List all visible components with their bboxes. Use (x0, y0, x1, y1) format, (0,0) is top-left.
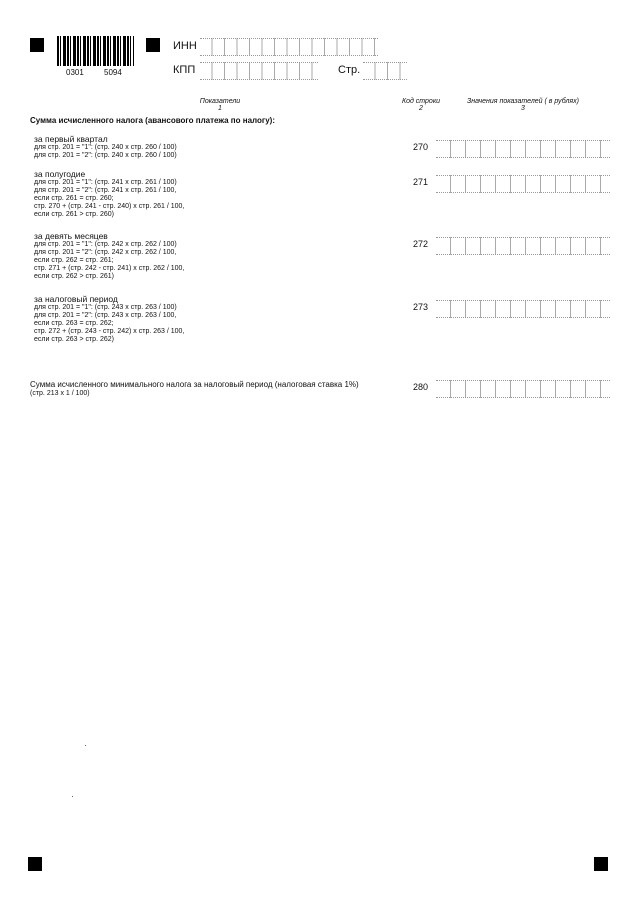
line-code-271: 271 (413, 177, 429, 187)
formula-line: для стр. 201 = "2": (стр. 243 х стр. 263 / 100, (34, 312, 177, 319)
column-header-line-code-number: 2 (419, 105, 423, 112)
row-title: за девять месяцев (34, 231, 108, 241)
column-header-values-label: Значения показателей ( в рублях) (466, 98, 580, 105)
row-title: за первый квартал (34, 134, 108, 144)
value-field-272[interactable] (436, 237, 610, 255)
line-code-270: 270 (413, 142, 429, 152)
line-code-273: 273 (413, 302, 429, 312)
min-tax-row (30, 380, 359, 398)
min-tax-title: Сумма исчисленного минимального налога за налоговый период (налоговая ставка 1%) (30, 380, 359, 389)
value-field-273[interactable] (436, 300, 610, 318)
line-code-272: 272 (413, 239, 429, 249)
row-title: за налоговый период (34, 294, 118, 304)
value-field-271[interactable] (436, 175, 610, 193)
min-tax-formula: (стр. 213 х 1 / 100) (30, 390, 90, 397)
row-271 (34, 169, 184, 219)
line-code-280: 280 (413, 382, 429, 392)
barcode (57, 36, 134, 66)
row-272 (34, 231, 184, 281)
formula-line: если стр. 261 = стр. 260; (34, 195, 114, 202)
column-header-line-code (396, 98, 446, 112)
formula-line: для стр. 201 = "2": (стр. 240 х стр. 260 / 100) (34, 152, 177, 159)
formula-line: для стр. 201 = "1": (стр. 242 х стр. 262 / 100) (34, 241, 177, 248)
column-header-values-number: 3 (521, 105, 525, 112)
scan-speck (85, 745, 86, 746)
section-title: Сумма исчисленного налога (авансового платежа по налогу): (30, 116, 275, 125)
corner-marker-top-mid (146, 38, 160, 52)
column-header-indicators (180, 98, 260, 112)
column-header-values (448, 98, 598, 112)
scan-speck (72, 796, 73, 797)
row-270 (34, 134, 177, 160)
inn-label: ИНН (173, 40, 197, 52)
value-field-280[interactable] (436, 380, 610, 398)
inn-field[interactable] (200, 38, 378, 56)
formula-line: стр. 270 + (стр. 241 - стр. 240) х стр. 261 / 100, (34, 203, 185, 210)
formula-line: если стр. 262 > стр. 261) (34, 273, 114, 280)
formula-line: для стр. 201 = "2": (стр. 242 х стр. 262 / 100, (34, 249, 177, 256)
corner-marker-top-left (30, 38, 44, 52)
formula-line: если стр. 263 > стр. 262) (34, 336, 114, 343)
row-273 (34, 294, 184, 344)
kpp-label: КПП (173, 64, 196, 76)
corner-marker-bottom-right (594, 857, 608, 871)
value-field-270[interactable] (436, 140, 610, 158)
column-header-indicators-number: 1 (218, 105, 222, 112)
formula-line: для стр. 201 = "1": (стр. 243 х стр. 263 / 100) (34, 304, 177, 311)
column-header-indicators-label: Показатели (199, 98, 241, 105)
row-title: за полугодие (34, 169, 86, 179)
formula-line: если стр. 261 > стр. 260) (34, 211, 114, 218)
page-number-field[interactable] (363, 62, 407, 80)
barcode-number-1: 0301 (66, 68, 84, 77)
barcode-number-2: 5094 (104, 68, 122, 77)
formula-line: стр. 271 + (стр. 242 - стр. 241) х стр. 262 / 100, (34, 265, 185, 272)
formula-line: для стр. 201 = "1": (стр. 241 х стр. 261 / 100) (34, 179, 177, 186)
formula-line: стр. 272 + (стр. 243 - стр. 242) х стр. 263 / 100, (34, 328, 185, 335)
formula-line: для стр. 201 = "2": (стр. 241 х стр. 261 / 100, (34, 187, 177, 194)
corner-marker-bottom-left (28, 857, 42, 871)
formula-line: если стр. 262 = стр. 261; (34, 257, 114, 264)
kpp-field[interactable] (200, 62, 318, 80)
formula-line: для стр. 201 = "1": (стр. 240 х стр. 260 / 100) (34, 144, 177, 151)
formula-line: если стр. 263 = стр. 262; (34, 320, 114, 327)
page-label: Стр. (338, 64, 361, 76)
column-header-line-code-label: Код строки (401, 98, 441, 105)
